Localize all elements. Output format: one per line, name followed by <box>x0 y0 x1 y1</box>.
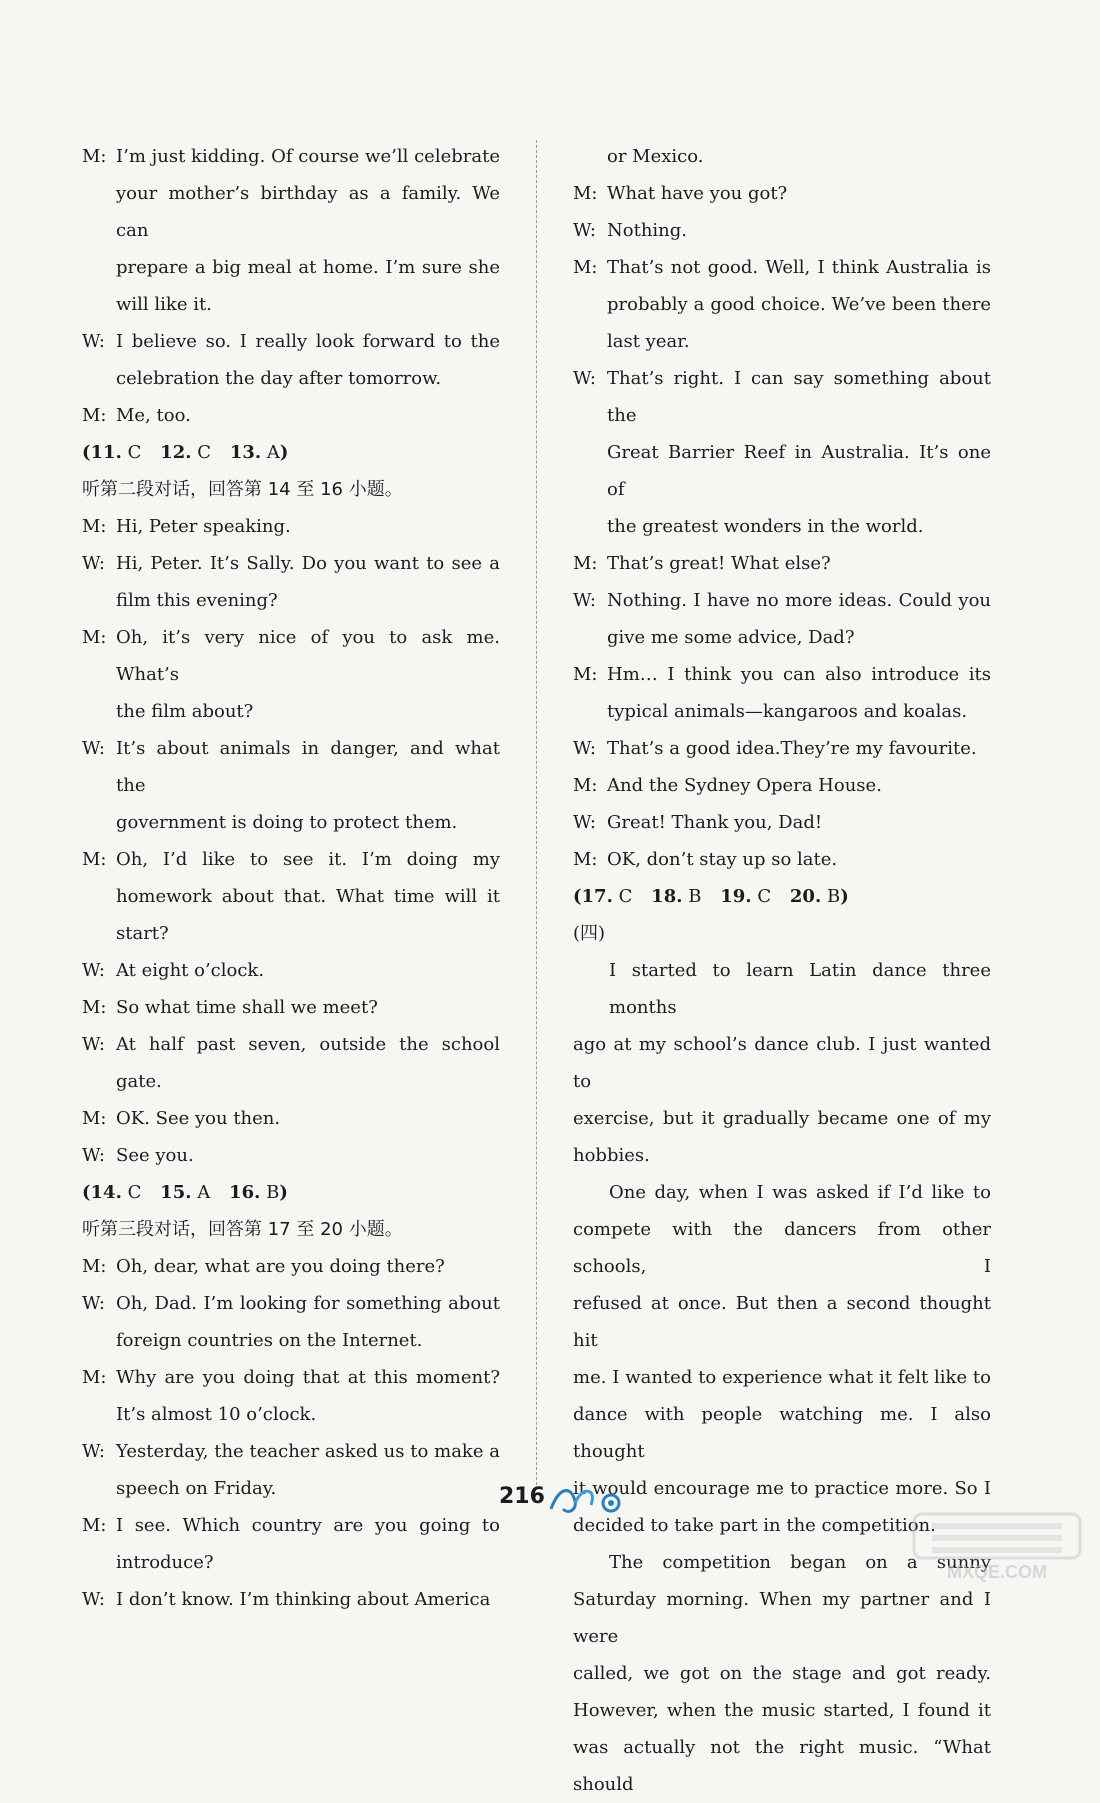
paragraph-line <box>573 1692 991 1729</box>
speaker-label: M: <box>573 183 598 204</box>
answer-number: 14. <box>90 1182 122 1203</box>
dialogue-text: start? <box>116 923 169 944</box>
paragraph-line <box>573 1581 991 1655</box>
dialogue-line <box>82 323 500 360</box>
dialogue-line <box>573 582 991 619</box>
speaker-label: M: <box>82 997 107 1018</box>
paragraph-line <box>573 1174 991 1211</box>
left-column <box>82 138 500 1618</box>
dialogue-line <box>573 767 991 804</box>
paragraph-line <box>573 1359 991 1396</box>
answer-number: 15. <box>160 1182 192 1203</box>
paragraph-text: I started to learn Latin dance three months <box>609 960 991 1018</box>
section-heading: 听第二段对话，回答第 14 至 16 小题。 <box>82 479 403 500</box>
paragraph-text: was actually not the right music. “What should <box>573 1737 991 1795</box>
dialogue-text: typical animals—kangaroos and koalas. <box>607 701 968 722</box>
paragraph-text: refused at once. But then a second thought hit <box>573 1293 991 1351</box>
speaker-label: W: <box>573 220 597 241</box>
dialogue-line <box>82 175 500 249</box>
dialogue-line <box>82 1396 500 1433</box>
dialogue-line <box>82 693 500 730</box>
dialogue-text: That’s not good. Well, I think Australia is <box>607 257 991 278</box>
dialogue-line <box>82 249 500 286</box>
speaker-label: M: <box>82 849 107 870</box>
dialogue-line <box>82 804 500 841</box>
speaker-label: M: <box>82 1515 107 1536</box>
answer-choice: C <box>191 442 211 463</box>
answer-number: 17. <box>581 886 613 907</box>
speaker-label: M: <box>82 1108 107 1129</box>
dialogue-text: give me some advice, Dad? <box>607 627 855 648</box>
dialogue-text: At eight o’clock. <box>116 960 265 981</box>
dialogue-text: introduce? <box>116 1552 214 1573</box>
dialogue-line <box>82 545 500 582</box>
speaker-label: M: <box>82 1256 107 1277</box>
paragraph-line <box>573 1026 991 1100</box>
speaker-label: W: <box>82 738 106 759</box>
dialogue-line <box>82 1248 500 1285</box>
dialogue-text: That’s great! What else? <box>607 553 831 574</box>
publisher-logo-icon <box>545 1479 635 1519</box>
dialogue-line <box>573 804 991 841</box>
speaker-label: M: <box>573 553 598 574</box>
dialogue-line <box>573 656 991 693</box>
dialogue-text: Me, too. <box>116 405 191 426</box>
speaker-label: W: <box>82 1034 106 1055</box>
dialogue-line <box>573 360 991 434</box>
dialogue-text: Oh, it’s very nice of you to ask me. What’s <box>116 627 500 685</box>
paragraph-text: compete with the dancers from other schools, I <box>573 1219 991 1277</box>
dialogue-line <box>573 841 991 878</box>
section-number: (四) <box>573 923 606 944</box>
answer-choice: C <box>121 442 142 463</box>
dialogue-text: Oh, I’d like to see it. I’m doing my <box>116 849 500 870</box>
paragraph-line <box>573 1100 991 1137</box>
dialogue-line <box>82 1322 500 1359</box>
watermark-logo-icon <box>912 1512 1082 1584</box>
dialogue-line <box>82 286 500 323</box>
answer-choice: B <box>260 1182 280 1203</box>
dialogue-text: Great Barrier Reef in Australia. It’s one of <box>607 442 991 500</box>
dialogue-text: Nothing. I have no more ideas. Could you <box>607 590 991 611</box>
dialogue-text: OK, don’t stay up so late. <box>607 849 838 870</box>
dialogue-text: At half past seven, outside the school gate. <box>116 1034 500 1092</box>
dialogue-text: the film about? <box>116 701 254 722</box>
dialogue-text: I believe so. I really look forward to the <box>116 331 500 352</box>
dialogue-text: Hi, Peter speaking. <box>116 516 291 537</box>
dialogue-text: See you. <box>116 1145 194 1166</box>
column-divider <box>536 140 537 1490</box>
paragraph-line <box>573 1470 991 1507</box>
speaker-label: W: <box>82 1293 106 1314</box>
paragraph-line <box>573 1285 991 1359</box>
dialogue-text: Hm… I think you can also introduce its <box>607 664 991 685</box>
paragraph-text: exercise, but it gradually became one of my <box>573 1108 991 1129</box>
speaker-label: M: <box>573 849 598 870</box>
speaker-label: M: <box>82 516 107 537</box>
dialogue-text: OK. See you then. <box>116 1108 281 1129</box>
dialogue-text: Why are you doing that at this moment? <box>116 1367 500 1388</box>
dialogue-line <box>573 286 991 323</box>
dialogue-line <box>82 582 500 619</box>
dialogue-text: That’s right. I can say something about the <box>607 368 991 426</box>
paragraph-text: hobbies. <box>573 1145 650 1166</box>
paragraph-text: One day, when I was asked if I’d like to <box>609 1182 991 1203</box>
dialogue-line <box>82 878 500 915</box>
answer-number: 11. <box>90 442 122 463</box>
speaker-label: M: <box>82 1367 107 1388</box>
speaker-label: W: <box>573 368 597 389</box>
answer-number: 12. <box>160 442 192 463</box>
dialogue-text: government is doing to protect them. <box>116 812 458 833</box>
dialogue-line <box>573 693 991 730</box>
dialogue-text: Oh, dear, what are you doing there? <box>116 1256 445 1277</box>
paragraph-line <box>573 1729 991 1803</box>
dialogue-line <box>82 1507 500 1544</box>
paragraph-line <box>573 1396 991 1470</box>
dialogue-line <box>82 138 500 175</box>
speaker-label: M: <box>82 146 107 167</box>
dialogue-text: will like it. <box>116 294 212 315</box>
dialogue-line <box>82 1285 500 1322</box>
dialogue-line <box>82 915 500 952</box>
dialogue-text: It’s about animals in danger, and what the <box>116 738 500 796</box>
dialogue-line <box>82 1137 500 1174</box>
answer-key: (11. C 12. C 13. A) <box>82 442 289 463</box>
speaker-label: M: <box>573 664 598 685</box>
speaker-label: W: <box>82 553 106 574</box>
dialogue-line <box>82 1359 500 1396</box>
dialogue-line <box>573 545 991 582</box>
dialogue-line <box>82 989 500 1026</box>
dialogue-text: Oh, Dad. I’m looking for something about <box>116 1293 500 1314</box>
dialogue-text: I don’t know. I’m thinking about America <box>116 1589 491 1610</box>
dialogue-line <box>82 1026 500 1100</box>
speaker-label: W: <box>573 590 597 611</box>
dialogue-line <box>82 1100 500 1137</box>
dialogue-text: probably a good choice. We’ve been there <box>607 294 991 315</box>
answer-choice: C <box>751 886 772 907</box>
dialogue-text: Yesterday, the teacher asked us to make a <box>116 1441 500 1462</box>
paragraph-text: it would encourage me to practice more. So I <box>573 1478 991 1499</box>
section-heading: 听第三段对话，回答第 17 至 20 小题。 <box>82 1219 403 1240</box>
answer-key: (17. C 18. B 19. C 20. B) <box>573 886 849 907</box>
dialogue-line <box>573 508 991 545</box>
speaker-label: W: <box>82 331 106 352</box>
speaker-label: M: <box>82 627 107 648</box>
speaker-label: M: <box>573 257 598 278</box>
dialogue-text: prepare a big meal at home. I’m sure she <box>116 257 500 278</box>
watermark-text: MXQE.COM <box>946 1562 1048 1582</box>
answer-number: 13. <box>229 442 262 463</box>
dialogue-text: And the Sydney Opera House. <box>607 775 882 796</box>
answer-number: 16. <box>229 1182 261 1203</box>
dialogue-line <box>573 730 991 767</box>
paragraph-text: called, we got on the stage and got ready. <box>573 1663 991 1684</box>
dialogue-text: Great! Thank you, Dad! <box>607 812 823 833</box>
dialogue-line <box>573 212 991 249</box>
dialogue-text: Nothing. <box>607 220 688 241</box>
dialogue-line <box>82 360 500 397</box>
answer-number: 19. <box>720 886 752 907</box>
dialogue-text: What have you got? <box>607 183 788 204</box>
paragraph-text: decided to take part in the competition. <box>573 1515 936 1536</box>
paragraph-text: dance with people watching me. I also thought <box>573 1404 991 1462</box>
dialogue-text: film this evening? <box>116 590 278 611</box>
paragraph-text: me. I wanted to experience what it felt like to <box>573 1367 991 1388</box>
paragraph-text: ago at my school’s dance club. I just wanted to <box>573 1034 991 1092</box>
dialogue-text: I see. Which country are you going to <box>116 1515 500 1536</box>
dialogue-text: So what time shall we meet? <box>116 997 378 1018</box>
page-number: 216 <box>499 1484 545 1509</box>
dialogue-line <box>573 619 991 656</box>
dialogue-line <box>573 249 991 286</box>
dialogue-line <box>573 434 991 508</box>
dialogue-line <box>82 508 500 545</box>
dialogue-text: or Mexico. <box>607 146 704 167</box>
dialogue-line <box>82 1470 500 1507</box>
dialogue-text: speech on Friday. <box>116 1478 277 1499</box>
answer-choice: B <box>682 886 702 907</box>
dialogue-line <box>573 323 991 360</box>
speaker-label: W: <box>82 1441 106 1462</box>
answer-number: 20. <box>789 886 822 907</box>
answer-choice: C <box>612 886 633 907</box>
speaker-label: W: <box>573 812 597 833</box>
answer-choice: B <box>821 886 841 907</box>
dialogue-line <box>82 1433 500 1470</box>
speaker-label: M: <box>573 775 598 796</box>
speaker-label: W: <box>573 738 597 759</box>
dialogue-text: celebration the day after tomorrow. <box>116 368 442 389</box>
dialogue-text: foreign countries on the Internet. <box>116 1330 423 1351</box>
paragraph-text: However, when the music started, I found it <box>573 1700 991 1721</box>
paragraph-line <box>573 1655 991 1692</box>
answer-choice: A <box>191 1182 211 1203</box>
dialogue-line <box>82 1544 500 1581</box>
paragraph-line <box>573 952 991 1026</box>
answer-key: (14. C 15. A 16. B) <box>82 1182 288 1203</box>
answer-choice: A <box>261 442 280 463</box>
dialogue-line <box>82 619 500 693</box>
speaker-label: M: <box>82 405 107 426</box>
paragraph-text: Saturday morning. When my partner and I were <box>573 1589 991 1647</box>
dialogue-text: your mother’s birthday as a family. We can <box>116 183 500 241</box>
speaker-label: W: <box>82 1589 106 1610</box>
dialogue-text: last year. <box>607 331 690 352</box>
dialogue-line <box>82 730 500 804</box>
dialogue-text: That’s a good idea.They’re my favourite. <box>607 738 977 759</box>
dialogue-text: It’s almost 10 o’clock. <box>116 1404 317 1425</box>
dialogue-line <box>573 175 991 212</box>
answer-number: 18. <box>651 886 683 907</box>
answer-choice: C <box>121 1182 142 1203</box>
dialogue-line <box>573 138 991 175</box>
dialogue-text: the greatest wonders in the world. <box>607 516 924 537</box>
dialogue-line <box>82 397 500 434</box>
speaker-label: W: <box>82 960 106 981</box>
dialogue-text: I’m just kidding. Of course we’ll celebrate <box>116 146 500 167</box>
paragraph-line <box>573 1137 991 1174</box>
dialogue-line <box>82 841 500 878</box>
speaker-label: W: <box>82 1145 106 1166</box>
dialogue-text: homework about that. What time will it <box>116 886 500 907</box>
dialogue-text: Hi, Peter. It’s Sally. Do you want to see a <box>116 553 500 574</box>
paragraph-text: The competition began on a sunny <box>609 1552 991 1573</box>
dialogue-line <box>82 952 500 989</box>
paragraph-line <box>573 1211 991 1285</box>
